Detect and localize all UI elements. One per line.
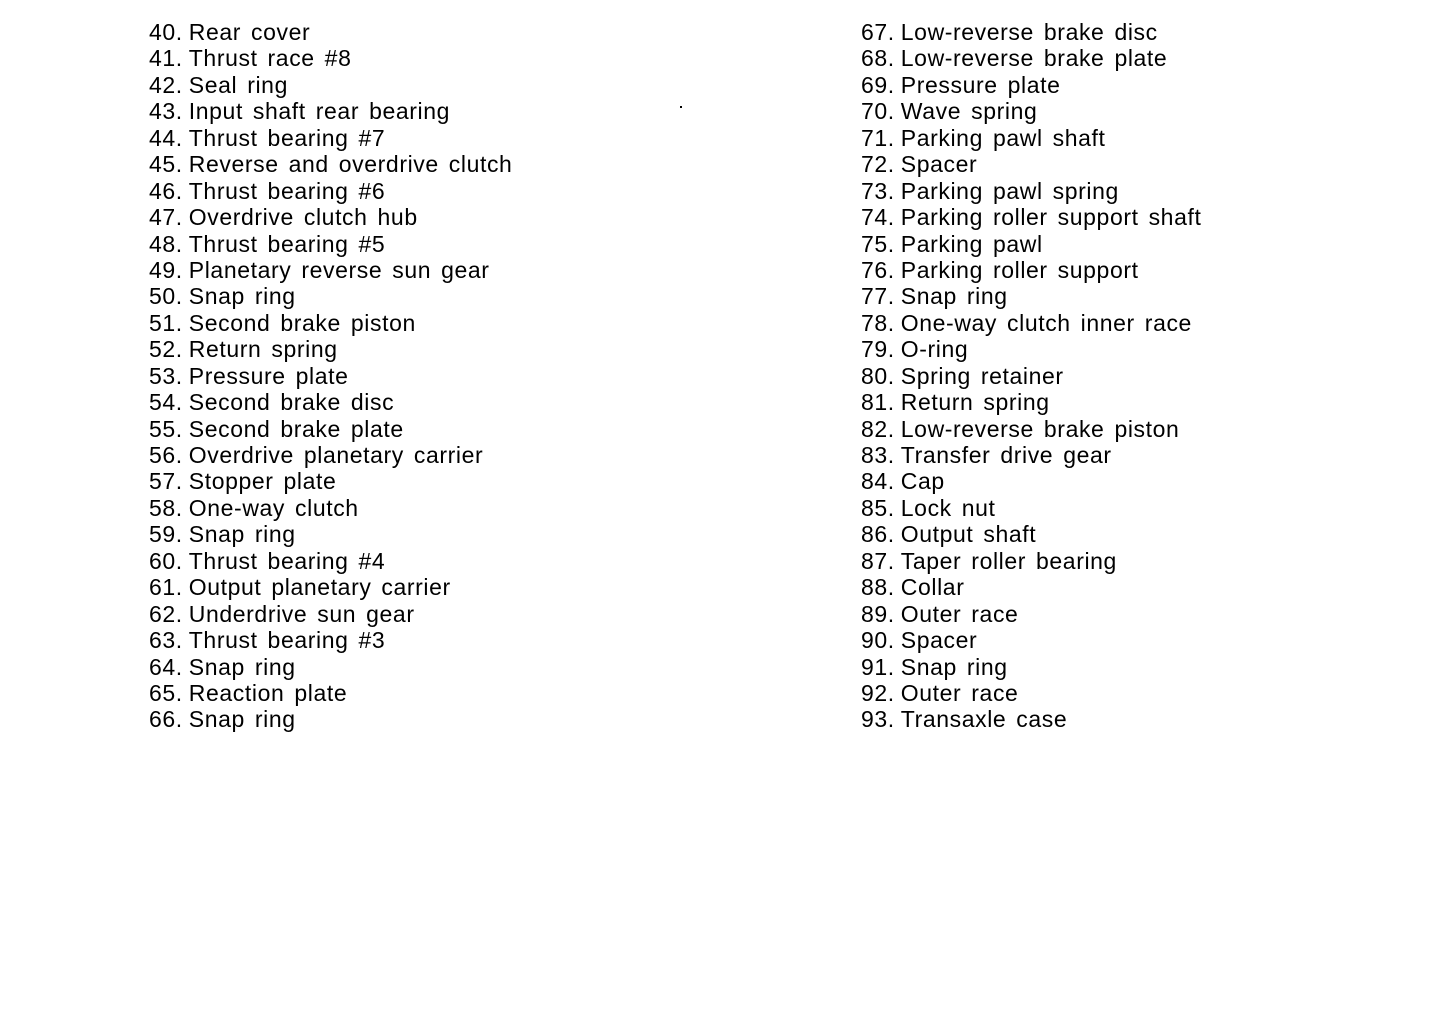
part-list-item xyxy=(861,654,1201,680)
part-number: 42. xyxy=(149,71,183,98)
part-number: 76. xyxy=(861,256,895,283)
part-number: 89. xyxy=(861,600,895,627)
part-number: 71. xyxy=(861,124,895,151)
part-list-item xyxy=(149,204,512,230)
part-number: 92. xyxy=(861,679,895,706)
part-list-item xyxy=(149,601,512,627)
part-list-item xyxy=(149,178,512,204)
part-number: 66. xyxy=(149,706,183,733)
part-number: 64. xyxy=(149,653,183,680)
part-name: Thrust bearing #3 xyxy=(188,627,386,654)
part-name: Outer race xyxy=(900,600,1019,627)
part-list-item xyxy=(149,310,512,336)
part-name: Taper roller bearing xyxy=(900,547,1117,574)
part-name: Parking roller support shaft xyxy=(900,204,1202,231)
part-list-item xyxy=(861,521,1201,547)
part-list-item xyxy=(149,231,512,257)
part-number: 91. xyxy=(861,653,895,680)
part-list-item xyxy=(861,468,1201,494)
part-number: 56. xyxy=(149,442,183,468)
part-list-item xyxy=(149,363,512,389)
part-number: 81. xyxy=(861,389,895,416)
part-name: Thrust bearing #5 xyxy=(188,230,386,257)
part-number: 53. xyxy=(149,362,183,389)
part-number: 50. xyxy=(149,283,183,310)
part-name: Planetary reverse sun gear xyxy=(188,256,490,283)
part-list-item xyxy=(861,363,1201,389)
part-name: Collar xyxy=(900,574,965,601)
part-name: Underdrive sun gear xyxy=(188,600,415,627)
part-list-item xyxy=(149,548,512,574)
part-name: Second brake disc xyxy=(188,389,395,416)
part-name: Pressure plate xyxy=(188,362,349,389)
part-list-item xyxy=(149,680,512,706)
part-list-item xyxy=(149,125,512,151)
part-number: 44. xyxy=(149,124,183,151)
part-list-item xyxy=(149,151,512,177)
part-number: 55. xyxy=(149,415,183,442)
part-list-item xyxy=(861,442,1201,468)
part-number: 51. xyxy=(149,309,183,336)
part-number: 61. xyxy=(149,574,183,601)
part-list-item xyxy=(861,416,1201,442)
part-name: Outer race xyxy=(900,679,1019,706)
part-list-item xyxy=(861,574,1201,600)
part-name: Parking roller support xyxy=(900,256,1139,283)
part-number: 68. xyxy=(861,45,895,72)
part-list-item xyxy=(861,336,1201,362)
part-name: Output planetary carrier xyxy=(188,574,451,601)
part-number: 48. xyxy=(149,230,183,257)
part-list-item xyxy=(861,178,1201,204)
part-number: 83. xyxy=(861,442,895,468)
part-list-item xyxy=(149,257,512,283)
part-list-item xyxy=(149,627,512,653)
part-list-item xyxy=(149,19,512,45)
part-name: Return spring xyxy=(188,336,338,363)
part-number: 46. xyxy=(149,177,183,204)
part-number: 59. xyxy=(149,521,183,548)
part-name: Overdrive clutch hub xyxy=(188,204,418,231)
part-number: 65. xyxy=(149,679,183,706)
part-number: 78. xyxy=(861,309,895,336)
part-name: Snap ring xyxy=(900,653,1008,680)
part-number: 88. xyxy=(861,574,895,601)
part-list-item xyxy=(149,495,512,521)
part-number: 72. xyxy=(861,151,895,178)
part-list-item xyxy=(861,151,1201,177)
part-name: Rear cover xyxy=(188,19,311,45)
print-speck xyxy=(680,106,682,108)
part-list-item xyxy=(861,257,1201,283)
part-list-item xyxy=(149,336,512,362)
part-list-item xyxy=(861,283,1201,309)
part-name: Low-reverse brake piston xyxy=(900,415,1180,442)
part-name: Pressure plate xyxy=(900,71,1061,98)
part-list-item xyxy=(861,231,1201,257)
part-list-item xyxy=(861,706,1201,732)
part-name: Parking pawl spring xyxy=(900,177,1119,204)
part-number: 73. xyxy=(861,177,895,204)
part-number: 93. xyxy=(861,706,895,733)
part-number: 70. xyxy=(861,98,895,125)
part-name: Snap ring xyxy=(188,521,296,548)
part-list-item xyxy=(861,125,1201,151)
part-name: O-ring xyxy=(900,336,969,363)
part-name: Transfer drive gear xyxy=(900,442,1112,468)
part-name: Reaction plate xyxy=(188,679,348,706)
part-number: 77. xyxy=(861,283,895,310)
part-name: Second brake piston xyxy=(188,309,416,336)
part-list-item xyxy=(861,680,1201,706)
part-number: 69. xyxy=(861,71,895,98)
part-number: 67. xyxy=(861,19,895,45)
part-name: Snap ring xyxy=(900,283,1008,310)
part-number: 80. xyxy=(861,362,895,389)
part-list-item xyxy=(149,72,512,98)
part-number: 79. xyxy=(861,336,895,363)
parts-list-left-column xyxy=(149,19,512,733)
part-name: Low-reverse brake plate xyxy=(900,45,1168,72)
part-name: One-way clutch inner race xyxy=(900,309,1192,336)
part-number: 52. xyxy=(149,336,183,363)
part-list-item xyxy=(149,654,512,680)
part-list-item xyxy=(861,204,1201,230)
part-number: 74. xyxy=(861,204,895,231)
part-list-item xyxy=(861,310,1201,336)
part-number: 40. xyxy=(149,19,183,45)
part-number: 84. xyxy=(861,468,895,495)
part-list-item xyxy=(861,601,1201,627)
part-name: Stopper plate xyxy=(188,468,337,495)
part-list-item xyxy=(861,98,1201,124)
part-list-item xyxy=(861,627,1201,653)
part-name: Parking pawl xyxy=(900,230,1043,257)
part-name: Output shaft xyxy=(900,521,1037,548)
part-name: Thrust bearing #6 xyxy=(188,177,386,204)
part-number: 60. xyxy=(149,547,183,574)
part-name: Thrust race #8 xyxy=(188,45,352,72)
part-number: 43. xyxy=(149,98,183,125)
part-list-item xyxy=(149,416,512,442)
part-number: 47. xyxy=(149,204,183,231)
parts-list-right-column xyxy=(861,19,1201,733)
part-number: 63. xyxy=(149,627,183,654)
part-name: Thrust bearing #7 xyxy=(188,124,386,151)
part-name: Spacer xyxy=(900,627,978,654)
part-name: Lock nut xyxy=(900,494,996,521)
part-number: 49. xyxy=(149,256,183,283)
part-name: Snap ring xyxy=(188,283,296,310)
part-name: Reverse and overdrive clutch xyxy=(188,151,513,178)
part-list-item xyxy=(149,442,512,468)
part-number: 58. xyxy=(149,494,183,521)
part-number: 85. xyxy=(861,494,895,521)
part-name: Spring retainer xyxy=(900,362,1064,389)
part-name: Cap xyxy=(900,468,945,495)
part-list-item xyxy=(861,548,1201,574)
part-number: 45. xyxy=(149,151,183,178)
part-name: Snap ring xyxy=(188,653,296,680)
part-list-item xyxy=(149,98,512,124)
part-name: Transaxle case xyxy=(900,706,1068,733)
part-list-item xyxy=(149,574,512,600)
part-list-item xyxy=(149,389,512,415)
part-name: Return spring xyxy=(900,389,1050,416)
part-name: Seal ring xyxy=(188,71,288,98)
part-list-item xyxy=(861,495,1201,521)
part-number: 90. xyxy=(861,627,895,654)
part-list-item xyxy=(861,45,1201,71)
part-name: Thrust bearing #4 xyxy=(188,547,386,574)
part-number: 86. xyxy=(861,521,895,548)
part-name: One-way clutch xyxy=(188,494,359,521)
part-list-item xyxy=(861,389,1201,415)
part-number: 75. xyxy=(861,230,895,257)
part-name: Second brake plate xyxy=(188,415,404,442)
part-name: Wave spring xyxy=(900,98,1038,125)
part-name: Snap ring xyxy=(188,706,296,733)
part-name: Spacer xyxy=(900,151,978,178)
part-number: 54. xyxy=(149,389,183,416)
part-list-item xyxy=(861,19,1201,45)
part-name: Parking pawl shaft xyxy=(900,124,1106,151)
part-list-item xyxy=(149,468,512,494)
part-number: 87. xyxy=(861,547,895,574)
part-number: 82. xyxy=(861,415,895,442)
part-name: Low-reverse brake disc xyxy=(900,19,1158,45)
part-name: Input shaft rear bearing xyxy=(188,98,450,125)
part-number: 62. xyxy=(149,600,183,627)
part-list-item xyxy=(149,521,512,547)
part-name: Overdrive planetary carrier xyxy=(188,442,484,468)
part-number: 57. xyxy=(149,468,183,495)
part-list-item xyxy=(149,283,512,309)
part-list-item xyxy=(149,45,512,71)
part-number: 41. xyxy=(149,45,183,72)
part-list-item xyxy=(149,706,512,732)
part-list-item xyxy=(861,72,1201,98)
